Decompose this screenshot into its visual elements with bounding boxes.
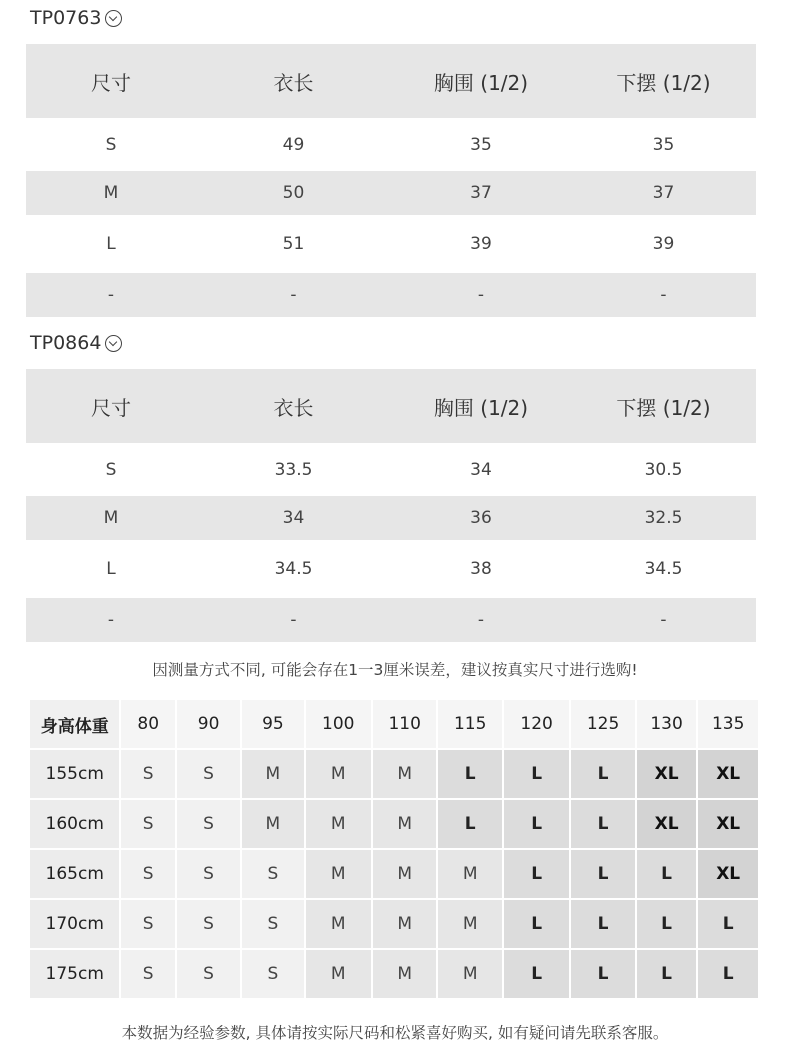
table-cell: 37	[470, 183, 492, 203]
size-cell: S	[177, 900, 240, 948]
size-cell: S	[121, 900, 174, 948]
table-cell: -	[477, 285, 485, 305]
table-row	[30, 850, 758, 898]
weight-header-cell: 115	[438, 700, 501, 748]
size-cell: M	[438, 850, 501, 898]
table-cell: -	[107, 285, 115, 305]
header-hem: 下摆 (1/2)	[616, 395, 711, 420]
weight-header-row	[30, 700, 758, 748]
table-row	[26, 496, 756, 540]
size-cell: S	[121, 750, 174, 798]
size-cell: S	[177, 800, 240, 848]
size-cell: L	[504, 750, 569, 798]
table-row	[30, 800, 758, 848]
size-cell: M	[438, 900, 501, 948]
measurement-note: 因测量方式不同, 可能会存在1一3厘米误差，建议按真实尺寸进行选购!	[152, 661, 638, 679]
table-cell: 38	[470, 559, 492, 579]
size-cell: L	[571, 950, 634, 998]
height-weight-table	[28, 698, 760, 1000]
table-row	[26, 118, 756, 171]
size-cell: M	[306, 850, 371, 898]
table-cell: -	[477, 610, 485, 630]
height-label: 160cm	[30, 800, 119, 848]
table-cell: S	[105, 134, 117, 155]
size-cell: XL	[637, 800, 697, 848]
size-table-tp0763	[26, 44, 756, 317]
table-header-row	[26, 44, 756, 118]
table-cell: 32.5	[644, 508, 683, 528]
model-code: TP0763	[30, 7, 102, 29]
size-cell: L	[504, 800, 569, 848]
header-chest: 胸围 (1/2)	[433, 395, 529, 420]
table-cell: -	[107, 610, 115, 630]
table-cell: 50	[282, 183, 305, 203]
size-cell: L	[504, 850, 569, 898]
height-label: 170cm	[30, 900, 119, 948]
size-cell: M	[373, 750, 436, 798]
size-cell: M	[438, 950, 501, 998]
header-length: 衣长	[273, 395, 314, 420]
chevron-down-circle-icon[interactable]	[105, 10, 122, 27]
header-length: 衣长	[273, 70, 314, 95]
size-table-tp0864	[26, 369, 756, 642]
table-cell: 39	[470, 234, 492, 254]
size-cell: L	[637, 850, 697, 898]
size-cell: L	[504, 900, 569, 948]
size-cell: M	[242, 750, 303, 798]
size-cell: XL	[637, 750, 697, 798]
weight-header-cell: 95	[242, 700, 303, 748]
size-cell: M	[373, 850, 436, 898]
table-cell: 49	[282, 134, 305, 155]
table-row	[26, 171, 756, 215]
size-cell: M	[306, 900, 371, 948]
table-cell: M	[103, 183, 119, 203]
size-cell: M	[373, 950, 436, 998]
size-cell: L	[698, 950, 758, 998]
table-cell: M	[103, 508, 119, 528]
size-cell: S	[242, 950, 303, 998]
size-cell: M	[373, 800, 436, 848]
model-title-tp0763	[30, 6, 122, 30]
size-cell: L	[438, 750, 501, 798]
table-cell: -	[290, 610, 297, 630]
header-chest: 胸围 (1/2)	[433, 70, 529, 95]
size-cell: M	[306, 800, 371, 848]
table-cell: L	[106, 234, 116, 254]
table-cell: 35	[470, 134, 492, 155]
table-cell: 36	[470, 508, 492, 528]
table-row	[30, 900, 758, 948]
size-cell: S	[121, 950, 174, 998]
weight-header-cell: 125	[571, 700, 634, 748]
size-cell: L	[637, 900, 697, 948]
header-size: 尺寸	[91, 395, 131, 420]
size-cell: L	[438, 800, 501, 848]
height-label: 175cm	[30, 950, 119, 998]
size-cell: XL	[698, 800, 758, 848]
table-row	[26, 540, 756, 598]
height-label: 165cm	[30, 850, 119, 898]
size-cell: L	[698, 900, 758, 948]
table-cell: 33.5	[274, 459, 313, 480]
size-cell: XL	[698, 750, 758, 798]
table-row	[26, 215, 756, 273]
weight-header-cell: 90	[177, 700, 240, 748]
size-cell: M	[306, 950, 371, 998]
size-cell: S	[177, 850, 240, 898]
table-cell: -	[660, 610, 667, 630]
table-cell: -	[290, 285, 297, 305]
size-cell: S	[177, 950, 240, 998]
weight-header-cell: 130	[637, 700, 697, 748]
table-row	[30, 950, 758, 998]
size-cell: L	[571, 750, 634, 798]
table-cell: 30.5	[644, 459, 683, 480]
size-cell: XL	[698, 850, 758, 898]
header-size: 尺寸	[91, 70, 131, 95]
table-cell: 51	[282, 234, 305, 254]
header-hem: 下摆 (1/2)	[616, 70, 711, 95]
table-row	[30, 750, 758, 798]
table-cell: 34.5	[644, 559, 683, 579]
corner-label: 身高体重	[30, 700, 119, 748]
size-cell: L	[571, 900, 634, 948]
size-cell: S	[177, 750, 240, 798]
table-row	[26, 273, 756, 317]
size-cell: S	[121, 800, 174, 848]
table-cell: 37	[652, 183, 675, 203]
table-header-row	[26, 369, 756, 443]
chevron-down-circle-icon[interactable]	[105, 335, 122, 352]
size-cell: L	[637, 950, 697, 998]
size-cell: M	[306, 750, 371, 798]
table-row	[26, 443, 756, 496]
table-cell: -	[660, 285, 667, 305]
weight-header-cell: 100	[306, 700, 371, 748]
size-cell: M	[373, 900, 436, 948]
size-cell: S	[121, 850, 174, 898]
table-cell: 34.5	[274, 559, 313, 579]
table-cell: L	[106, 559, 116, 579]
size-cell: S	[242, 850, 303, 898]
model-code: TP0864	[30, 332, 102, 354]
weight-header-cell: 110	[373, 700, 436, 748]
table-cell: 34	[470, 459, 492, 480]
height-label: 155cm	[30, 750, 119, 798]
table-cell: 35	[652, 134, 675, 155]
size-cell: L	[571, 800, 634, 848]
model-title-tp0864	[30, 331, 122, 355]
size-cell: S	[242, 900, 303, 948]
size-cell: M	[242, 800, 303, 848]
table-row	[26, 598, 756, 642]
size-cell: L	[571, 850, 634, 898]
weight-header-cell: 120	[504, 700, 569, 748]
disclaimer-note: 本数据为经验参数, 具体请按实际尺码和松紧喜好购买, 如有疑问请先联系客服。	[121, 1024, 669, 1042]
table-cell: 39	[652, 234, 675, 254]
weight-header-cell: 80	[121, 700, 174, 748]
size-cell: L	[504, 950, 569, 998]
table-cell: S	[105, 459, 117, 480]
weight-header-cell: 135	[698, 700, 758, 748]
table-cell: 34	[282, 508, 305, 528]
